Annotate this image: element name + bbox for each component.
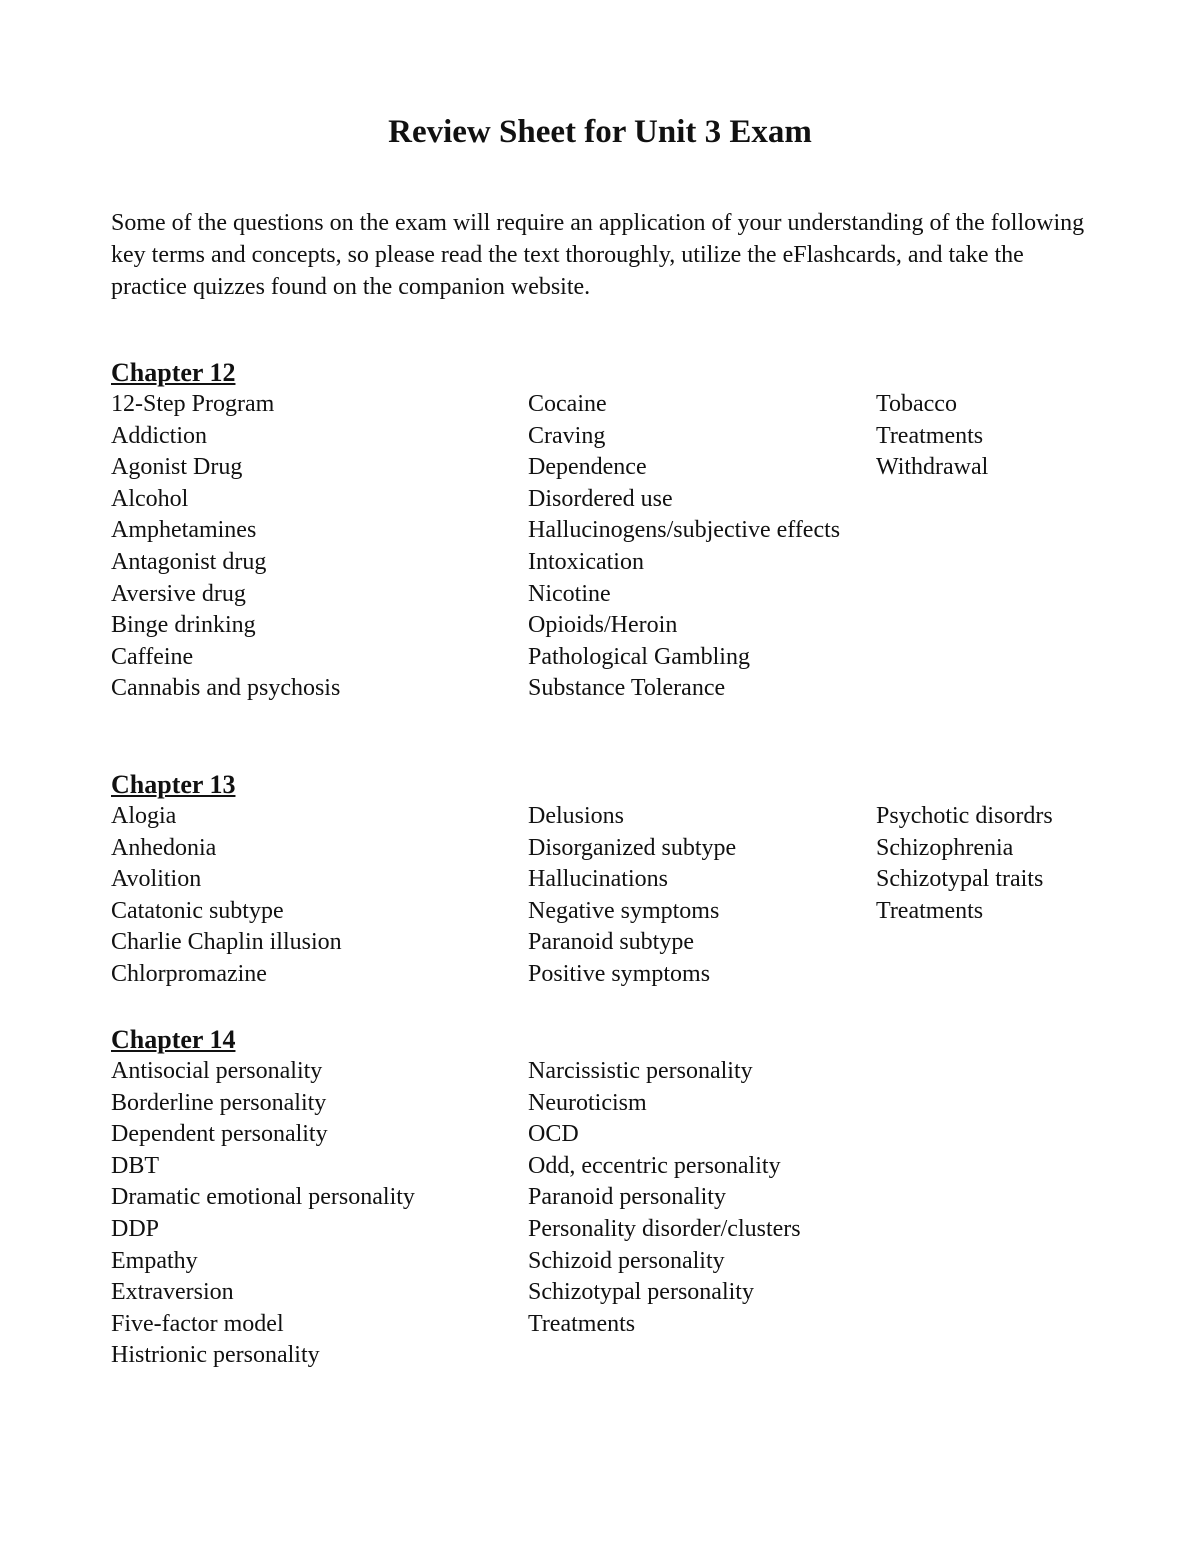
key-term: Treatments	[876, 897, 984, 924]
key-term: Odd, eccentric personality	[528, 1152, 781, 1179]
key-term: Schizophrenia	[876, 834, 1014, 861]
term-column-1	[111, 801, 342, 991]
key-term: Antisocial personality	[111, 1058, 323, 1084]
chapter-heading: Chapter 12	[111, 358, 236, 387]
key-term: 12-Step Program	[111, 391, 275, 417]
key-term: Agonist Drug	[111, 454, 243, 481]
key-term: Alogia	[111, 803, 177, 829]
key-term: Anhedonia	[111, 834, 217, 861]
key-term: Histrionic personality	[111, 1342, 320, 1369]
term-columns	[111, 1056, 1111, 1386]
key-term: DBT	[111, 1152, 159, 1179]
term-column-1	[111, 1056, 415, 1372]
key-term: Schizoid personality	[528, 1247, 725, 1274]
key-term: Amphetamines	[111, 517, 257, 544]
key-term: Five-factor model	[111, 1310, 284, 1337]
key-term: Nicotine	[528, 580, 611, 607]
term-column-1	[111, 389, 340, 705]
key-term: Intoxication	[528, 548, 644, 575]
key-term: OCD	[528, 1121, 579, 1148]
key-term: Disordered use	[528, 485, 673, 512]
key-term: Neuroticism	[528, 1089, 647, 1116]
key-term: Addiction	[111, 422, 207, 449]
key-term: Psychotic disordrs	[876, 803, 1053, 829]
key-term: Negative symptoms	[528, 897, 720, 924]
key-term: Extraversion	[111, 1279, 234, 1306]
key-term: Dramatic emotional personality	[111, 1184, 415, 1211]
key-term: Charlie Chaplin illusion	[111, 929, 342, 956]
key-term: Dependence	[528, 454, 647, 481]
key-term: Aversive drug	[111, 580, 246, 607]
key-term: Schizotypal personality	[528, 1279, 754, 1306]
key-term: Binge drinking	[111, 612, 256, 639]
key-term: Hallucinations	[528, 866, 668, 893]
key-term: Treatments	[876, 422, 984, 449]
key-term: Antagonist drug	[111, 548, 267, 575]
key-term: Paranoid personality	[528, 1184, 726, 1211]
key-term: Pathological Gambling	[528, 643, 750, 670]
chapter-heading: Chapter 14	[111, 1025, 236, 1054]
key-term: Schizotypal traits	[876, 866, 1044, 893]
key-term: Dependent personality	[111, 1121, 328, 1148]
key-term: Empathy	[111, 1247, 198, 1274]
chapter-12-section	[111, 357, 1111, 719]
intro-paragraph: Some of the questions on the exam will require an application of your understanding of the following key terms and concepts, so please read the text thoroughly, utilize the eFlashcards, and take the practice quizzes found on the companion website.	[111, 210, 1085, 300]
term-column-2	[528, 801, 736, 991]
key-term: Avolition	[111, 866, 202, 893]
key-term: DDP	[111, 1215, 160, 1242]
key-term: Hallucinogens/subjective effects	[528, 517, 841, 544]
term-column-2	[528, 389, 840, 705]
key-term: Personality disorder/clusters	[528, 1215, 801, 1242]
key-term: Chlorpromazine	[111, 960, 267, 987]
term-column-3	[876, 801, 1053, 927]
key-term: Narcissistic personality	[528, 1058, 753, 1084]
page-title: Review Sheet for Unit 3 Exam	[388, 114, 812, 150]
key-term: Alcohol	[111, 485, 189, 512]
term-column-3	[876, 389, 988, 484]
chapter-14-section	[111, 1024, 1111, 1386]
term-column-2	[528, 1056, 801, 1340]
key-term: Withdrawal	[876, 454, 989, 481]
key-term: Delusions	[528, 803, 624, 829]
key-term: Paranoid subtype	[528, 929, 694, 956]
term-columns	[111, 389, 1111, 719]
key-term: Treatments	[528, 1310, 636, 1337]
key-term: Catatonic subtype	[111, 897, 284, 924]
key-term: Craving	[528, 422, 606, 449]
key-term: Opioids/Heroin	[528, 612, 678, 639]
key-term: Positive symptoms	[528, 960, 711, 987]
key-term: Cocaine	[528, 391, 607, 417]
key-term: Tobacco	[876, 391, 957, 417]
key-term: Disorganized subtype	[528, 834, 737, 861]
key-term: Cannabis and psychosis	[111, 675, 341, 702]
chapter-heading: Chapter 13	[111, 770, 236, 799]
key-term: Substance Tolerance	[528, 675, 726, 702]
key-term: Borderline personality	[111, 1089, 327, 1116]
key-term: Caffeine	[111, 643, 194, 670]
